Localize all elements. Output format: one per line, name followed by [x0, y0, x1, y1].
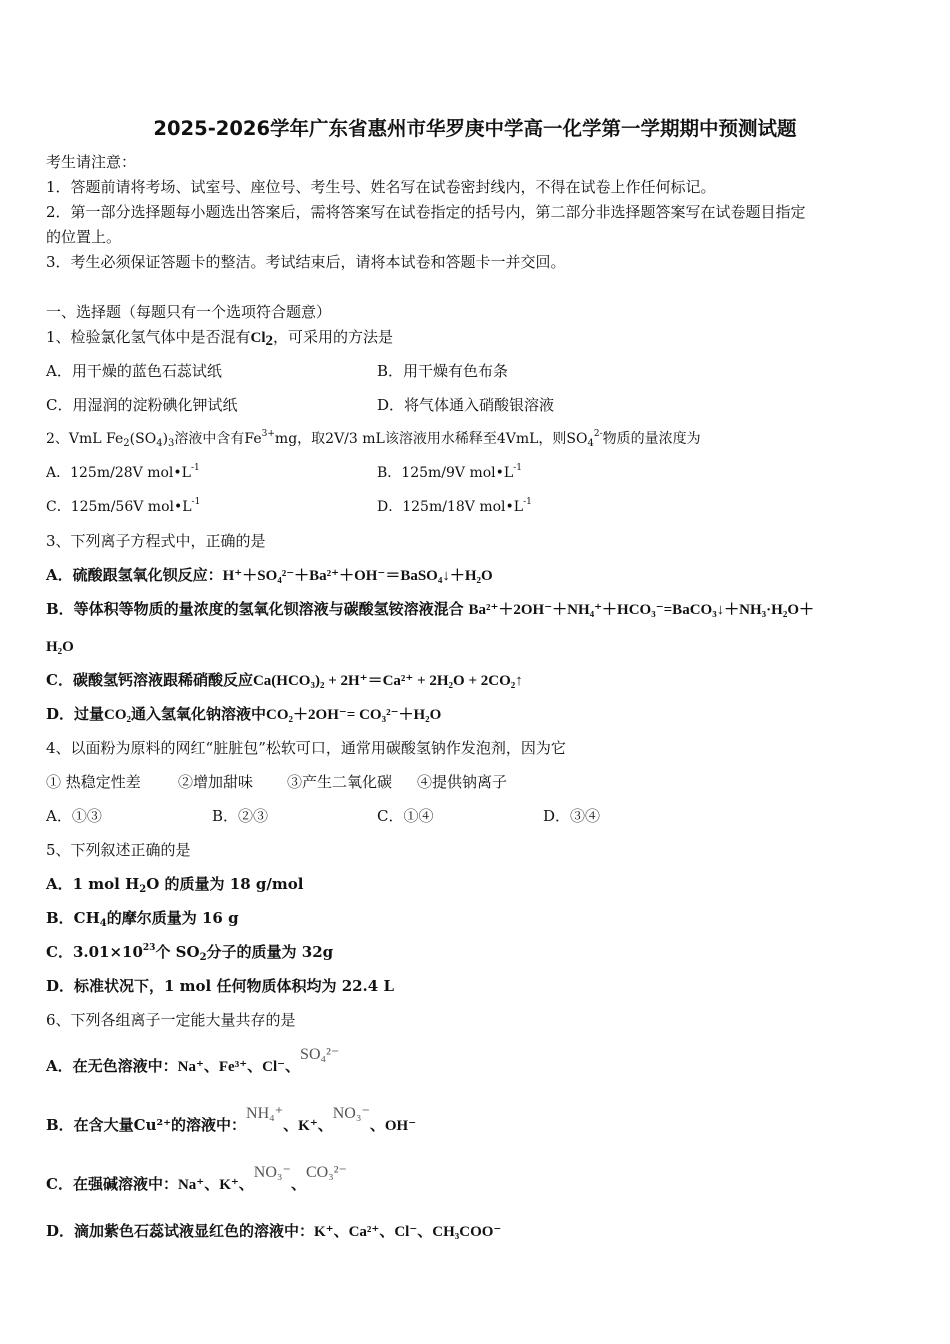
- q5-option-b: B．$CH_4$的摩尔质量为 16 g: [46, 909, 239, 929]
- nitrate-ion-image: NO₃⁻: [332, 1105, 370, 1122]
- q2-option-a: A．125m/28V $mol•L^{-1}$: [46, 463, 200, 481]
- section-heading: 一、选择题（每题只有一个选项符合题意）: [46, 303, 332, 321]
- q3-option-a: A．硫酸跟氢氧化钡反应：H⁺＋SO₄²⁻＋Ba²⁺＋OH⁻＝BaSO₄↓＋H₂O: [46, 566, 493, 584]
- notice-item-2-cont: 的位置上。: [46, 228, 122, 246]
- q1-option-a: A．用干燥的蓝色石蕊试纸: [46, 362, 222, 380]
- carbonate-ion-image: CO₃²⁻: [305, 1164, 347, 1181]
- question-4-stem: 4、以面粉为原料的网红“脏脏包”松软可口，通常用碳酸氢钠作发泡剂，因为它: [46, 739, 566, 757]
- q4-choice-3: ③产生二氧化碳: [287, 773, 393, 791]
- q4-option-c: C．①④: [377, 807, 434, 825]
- page-title: 2025-2026学年广东省惠州市华罗庚中学高一化学第一学期期中预测试题: [153, 117, 797, 140]
- q6-option-c: C．在强碱溶液中：Na⁺、K⁺、NO₃⁻、CO₃²⁻: [46, 1164, 347, 1193]
- q2-option-d: D．125m/18V $mol•L^{-1}$: [377, 497, 532, 515]
- question-2-stem: 2、VmL $Fe_2(SO_4)_3$溶液中含有$Fe^{3+}mg$，取2V/3 mL该溶液用水稀释至4VmL，则$SO_4^{2-}$物质的量浓度为: [46, 429, 701, 449]
- q1-option-d: D．将气体通入硝酸银溶液: [377, 396, 555, 414]
- q4-option-a: A．①③: [46, 807, 102, 825]
- q2-option-c: C．125m/56V $mol•L^{-1}$: [46, 497, 201, 515]
- q2-option-b: B．125m/9V $mol•L^{-1}$: [377, 463, 522, 481]
- q6-option-a: A．在无色溶液中：Na⁺、Fe³⁺、Cl⁻、SO₄²⁻: [46, 1046, 340, 1075]
- q3-option-c: C．碳酸氢钙溶液跟稀硝酸反应Ca(HCO₃)₂ + 2H⁺＝Ca²⁺ + 2H₂O + 2CO₂↑: [46, 671, 523, 689]
- q6-option-b: B．在含大量Cu²⁺的溶液中：NH₄⁺、K⁺、NO₃⁻、OH⁻: [46, 1105, 417, 1134]
- q3-option-b-cont: H₂O: [46, 639, 74, 655]
- question-6-stem: 6、下列各组离子一定能大量共存的是: [46, 1011, 296, 1029]
- sulfate-ion-image: SO₄²⁻: [300, 1046, 340, 1063]
- q4-choice-2: ②增加甜味: [178, 773, 254, 791]
- notice-item-2: 2．第一部分选择题每小题选出答案后，需将答案写在试卷指定的括号内，第二部分非选择题答案写在试卷题目指定: [46, 203, 806, 221]
- q3-option-d: D．过量CO₂通入氢氧化钠溶液中CO₂＋2OH⁻= CO₃²⁻＋H₂O: [46, 705, 442, 723]
- q1-option-c: C．用湿润的淀粉碘化钾试纸: [46, 396, 238, 414]
- nitrate-ion-image: NO₃⁻: [253, 1164, 291, 1181]
- question-5-stem: 5、下列叙述正确的是: [46, 841, 191, 859]
- q1-option-b: B．用干燥有色布条: [377, 362, 509, 380]
- notice-item-1: 1．答题前请将考场、试室号、座位号、考生号、姓名写在试卷密封线内，不得在试卷上作任何标记。: [46, 178, 716, 196]
- question-3-stem: 3、下列离子方程式中，正确的是: [46, 532, 266, 550]
- q3-option-b: B．等体积等物质的量浓度的氢氧化钡溶液与碳酸氢铵溶液混合 Ba²⁺＋2OH⁻＋NH₄⁺＋HCO₃⁻=BaCO₃↓＋NH₃·H₂O＋: [46, 600, 815, 618]
- notice-item-3: 3．考生必须保证答题卡的整洁。考试结束后，请将本试卷和答题卡一并交回。: [46, 253, 566, 271]
- q5-option-d: D．标准状况下，1 mol 任何物质体积均为 22.4 L: [46, 977, 394, 995]
- notice-heading: 考生请注意：: [46, 153, 137, 171]
- q4-option-d: D．③④: [543, 807, 601, 825]
- q4-choice-1: ① 热稳定性差: [46, 773, 141, 791]
- q6-option-d: D．滴加紫色石蕊试液显红色的溶液中：K⁺、Ca²⁺、Cl⁻、CH₃COO⁻: [46, 1222, 502, 1240]
- q5-option-c: C．$3.01\times 10^{23}$个 $SO_2$分子的质量为 32g: [46, 943, 334, 963]
- q4-option-b: B．②③: [212, 807, 269, 825]
- q4-choice-4: ④提供钠离子: [417, 773, 508, 791]
- question-1-stem: 1、检验氯化氢气体中是否混有$Cl_2$，可采用的方法是: [46, 328, 394, 349]
- q5-option-a: A．1 mol $H_2O$ 的质量为 18 g/mol: [46, 875, 304, 895]
- ammonium-ion-image: NH₄⁺: [246, 1105, 284, 1122]
